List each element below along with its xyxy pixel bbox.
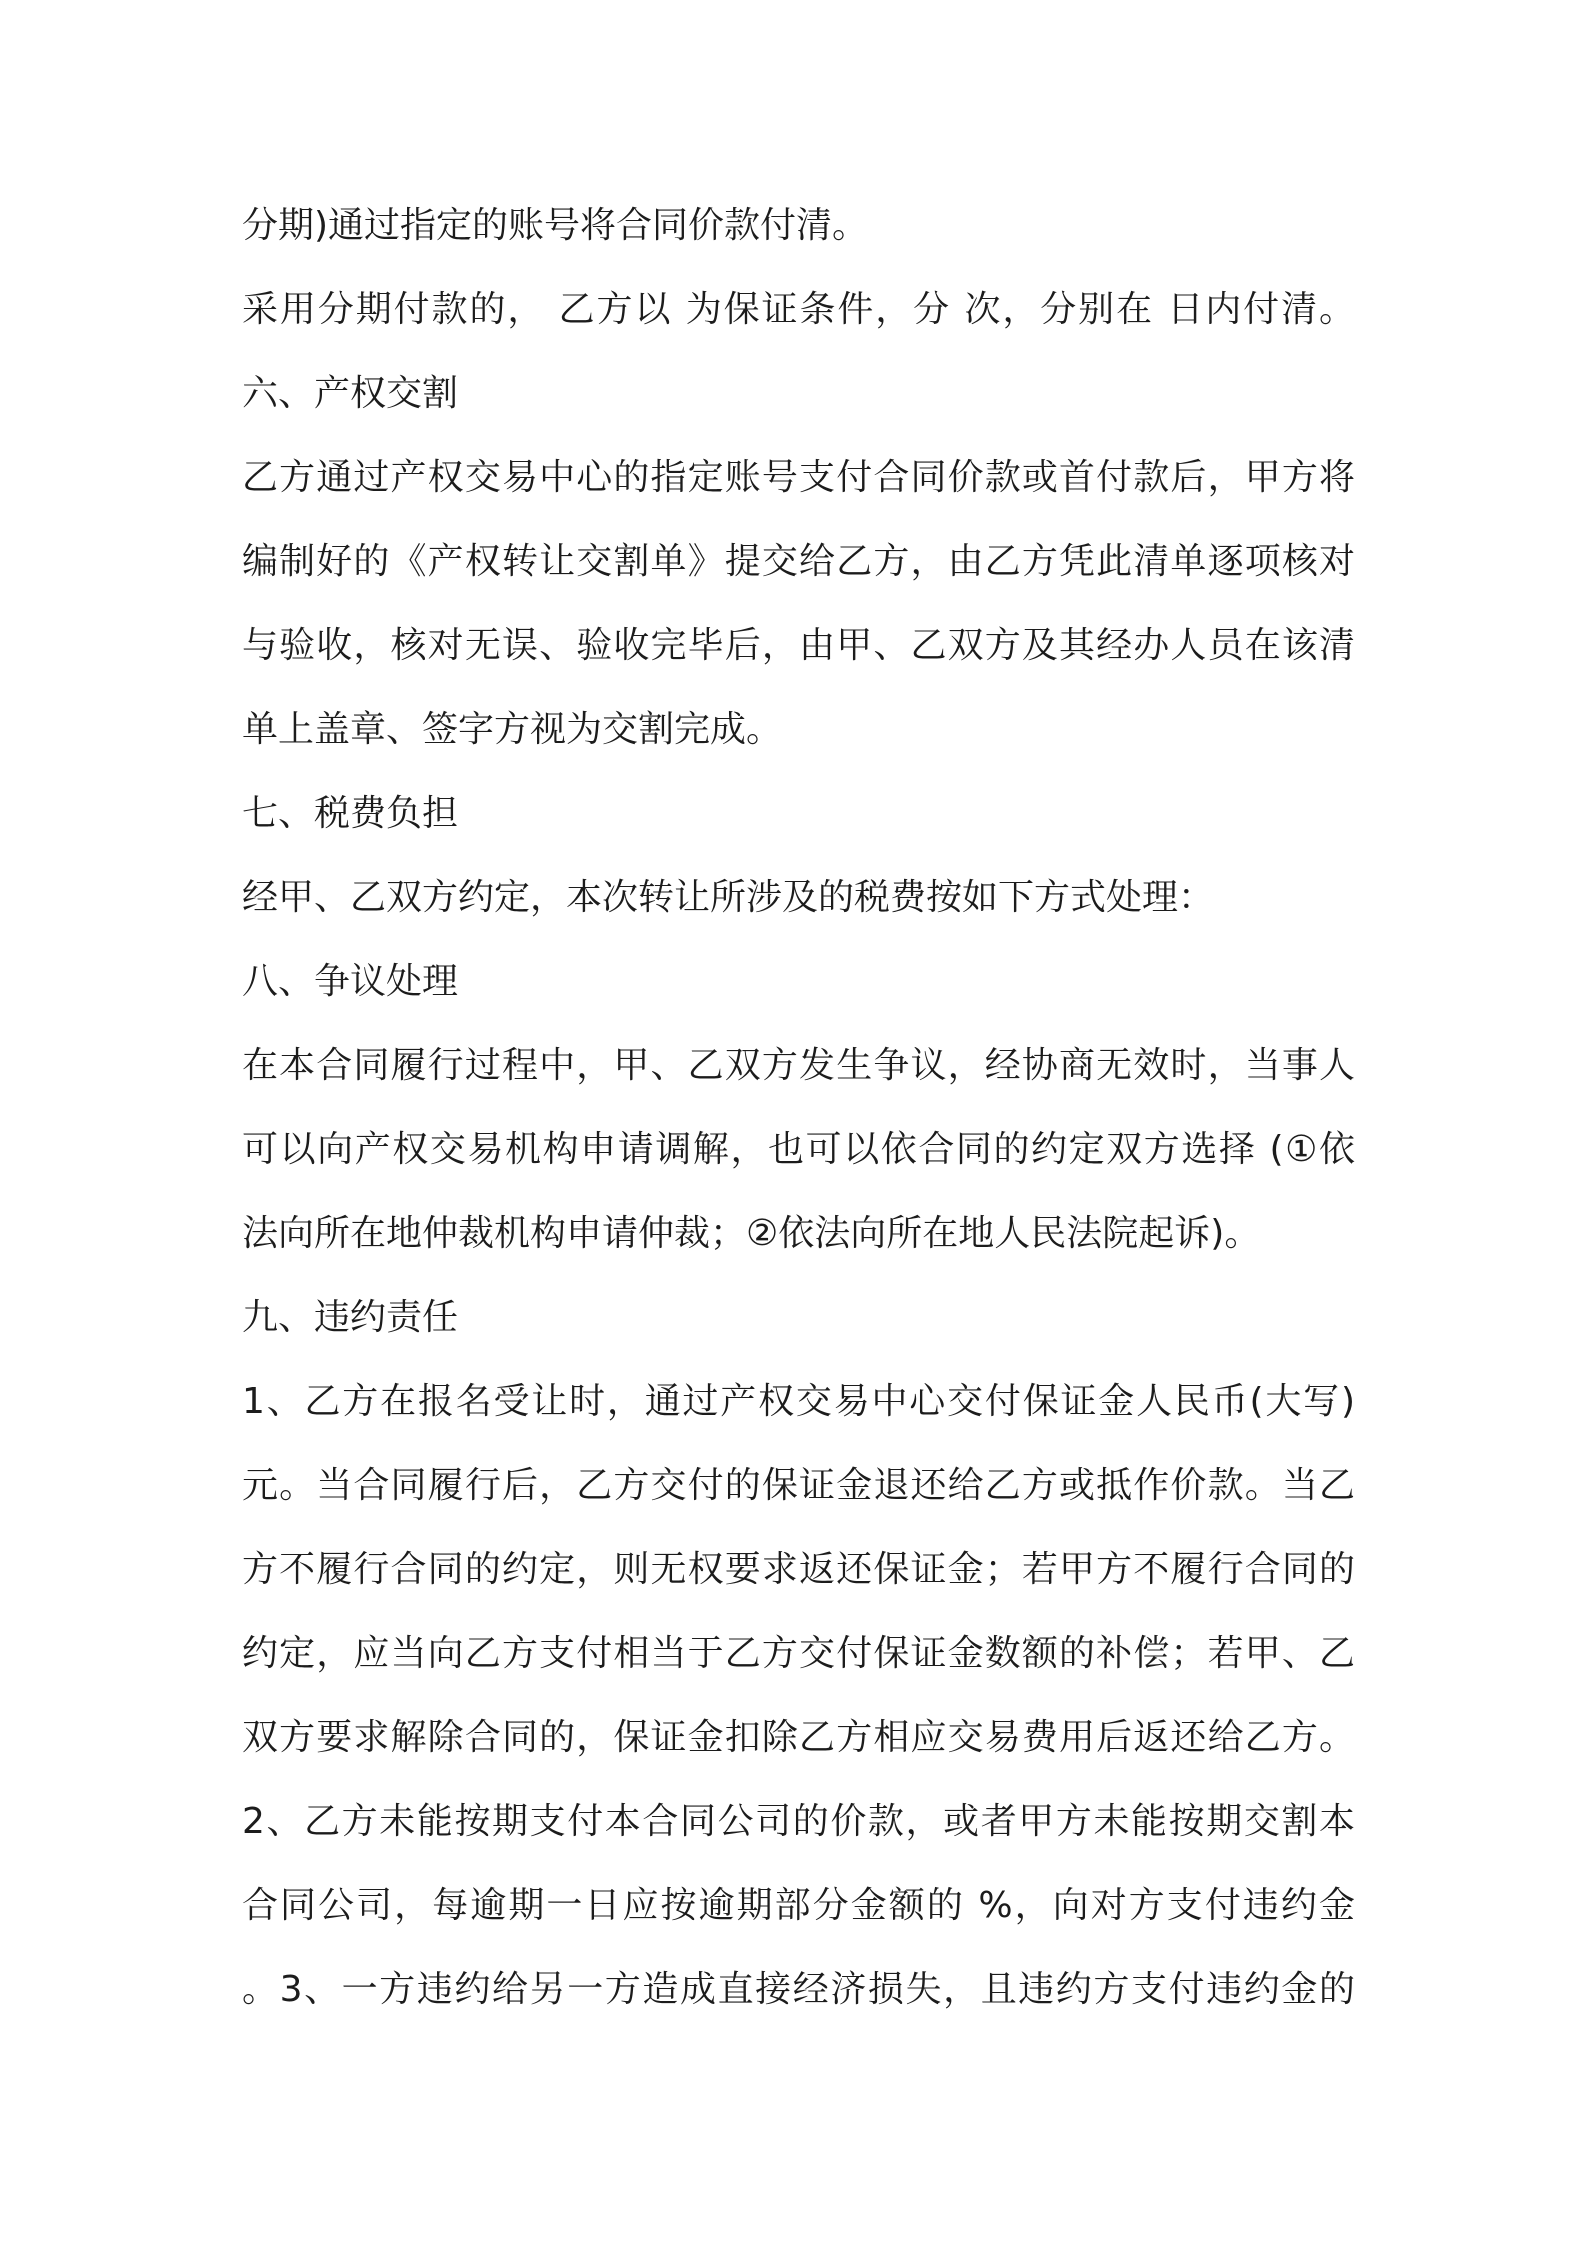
text-line: 法向所在地仲裁机构申请仲裁；②依法向所在地人民法院起诉)。 [242, 1213, 1261, 1254]
section-heading: 九、违约责任 [242, 1297, 459, 1338]
text-line: 编制好的《产权转让交割单》提交给乙方，由乙方凭此清单逐项核对 [242, 541, 1355, 582]
section-heading: 八、争议处理 [242, 961, 459, 1002]
section-heading: 六、产权交割 [242, 373, 459, 414]
text-line: 可以向产权交易机构申请调解，也可以依合同的约定双方选择 (①依 [242, 1129, 1355, 1170]
text-line: 。3、一方违约给另一方造成直接经济损失，且违约方支付违约金的 [242, 1969, 1355, 2010]
text-line: 经甲、乙双方约定，本次转让所涉及的税费按如下方式处理： [242, 877, 1215, 918]
document-body [242, 184, 1355, 2032]
section-heading: 七、税费负担 [242, 793, 459, 834]
text-line: 1、乙方在报名受让时，通过产权交易中心交付保证金人民币(大写) [242, 1381, 1355, 1422]
text-line: 元。当合同履行后，乙方交付的保证金退还给乙方或抵作价款。当乙 [242, 1465, 1355, 1506]
text-line: 双方要求解除合同的，保证金扣除乙方相应交易费用后返还给乙方。 [242, 1717, 1355, 1758]
text-line: 乙方通过产权交易中心的指定账号支付合同价款或首付款后，甲方将 [242, 457, 1355, 498]
text-line: 合同公司，每逾期一日应按逾期部分金额的 %，向对方支付违约金 [242, 1885, 1355, 1926]
text-line: 2、乙方未能按期支付本合同公司的价款，或者甲方未能按期交割本 [242, 1801, 1355, 1842]
text-line: 分期)通过指定的账号将合同价款付清。 [242, 205, 869, 246]
text-line: 采用分期付款的， 乙方以 为保证条件，分 次，分别在 日内付清。 [242, 289, 1355, 330]
text-line: 方不履行合同的约定，则无权要求返还保证金；若甲方不履行合同的 [242, 1549, 1355, 1590]
text-line: 约定，应当向乙方支付相当于乙方交付保证金数额的补偿；若甲、乙 [242, 1633, 1355, 1674]
text-line: 在本合同履行过程中，甲、乙双方发生争议，经协商无效时，当事人 [242, 1045, 1355, 1086]
text-line: 与验收，核对无误、验收完毕后，由甲、乙双方及其经办人员在该清 [242, 625, 1355, 666]
text-line: 单上盖章、签字方视为交割完成。 [242, 709, 783, 750]
